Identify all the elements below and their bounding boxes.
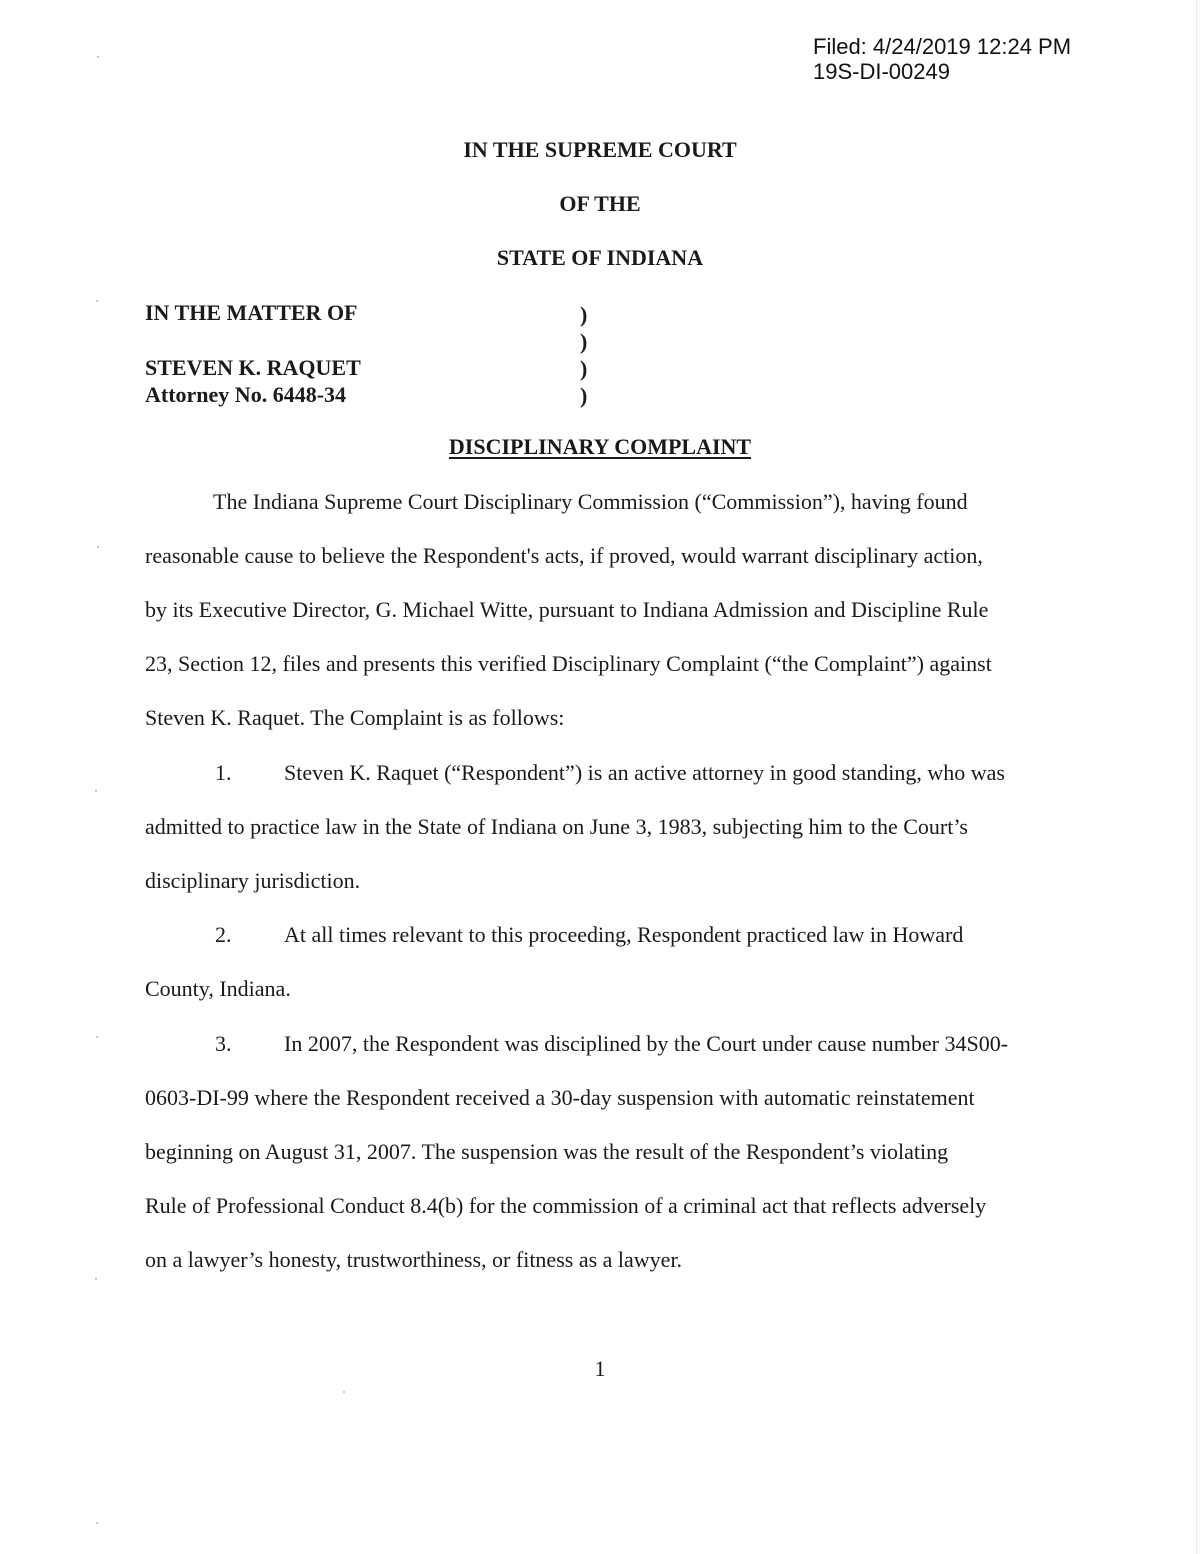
scan-speck bbox=[96, 1036, 98, 1038]
caption-paren: ) bbox=[580, 329, 588, 354]
paragraph-line: beginning on August 31, 2007. The suspension was the result of the Respondent’s violating bbox=[145, 1139, 949, 1164]
page-number: 1 bbox=[594, 1356, 606, 1381]
paragraph-line: At all times relevant to this proceeding, Respondent practiced law in Howard bbox=[284, 922, 964, 947]
case-number: 19S-DI-00249 bbox=[813, 59, 950, 84]
court-heading-line-3: STATE OF INDIANA bbox=[496, 245, 704, 270]
scan-edge-shadow bbox=[1196, 0, 1197, 1554]
caption-paren: ) bbox=[580, 356, 588, 381]
intro-line: Steven K. Raquet. The Complaint is as follows: bbox=[145, 705, 565, 730]
paragraph-line: on a lawyer’s honesty, trustworthiness, or fitness as a lawyer. bbox=[145, 1247, 683, 1272]
scan-speck bbox=[97, 546, 99, 548]
caption-respondent: STEVEN K. RAQUET bbox=[145, 355, 361, 380]
scan-speck bbox=[343, 1391, 345, 1393]
document-title bbox=[0, 434, 1200, 460]
scan-speck bbox=[96, 1522, 98, 1524]
scan-speck bbox=[96, 300, 98, 302]
paragraph-line: Rule of Professional Conduct 8.4(b) for the commission of a criminal act that reflects adversely bbox=[145, 1193, 987, 1218]
scan-speck bbox=[97, 56, 99, 58]
filing-stamp bbox=[813, 34, 1071, 84]
paragraph-line: County, Indiana. bbox=[145, 976, 291, 1001]
intro-line: 23, Section 12, files and presents this verified Disciplinary Complaint (“the Complaint”) against bbox=[145, 651, 992, 676]
scan-speck bbox=[95, 1278, 97, 1280]
paragraph-number: 2. bbox=[215, 922, 232, 947]
paragraph-line: admitted to practice law in the State of Indiana on June 3, 1983, subjecting him to the Court’s bbox=[145, 814, 968, 839]
intro-line: by its Executive Director, G. Michael Witte, pursuant to Indiana Admission and Discipline Rule bbox=[145, 597, 989, 622]
document-title-text: DISCIPLINARY COMPLAINT bbox=[448, 434, 752, 459]
paragraph-line: 0603-DI-99 where the Respondent received a 30-day suspension with automatic reinstatement bbox=[145, 1085, 975, 1110]
paragraph-line: Steven K. Raquet (“Respondent”) is an active attorney in good standing, who was bbox=[284, 760, 1005, 785]
paragraph-line: disciplinary jurisdiction. bbox=[145, 868, 361, 893]
caption-paren: ) bbox=[580, 383, 588, 408]
scan-speck bbox=[95, 790, 97, 792]
paragraph-number: 1. bbox=[215, 760, 232, 785]
caption-attorney-number: Attorney No. 6448-34 bbox=[145, 382, 347, 407]
filed-date: Filed: 4/24/2019 12:24 PM bbox=[813, 34, 1072, 59]
court-heading-line-2: OF THE bbox=[559, 191, 641, 216]
court-heading-line-1: IN THE SUPREME COURT bbox=[463, 137, 737, 162]
caption-paren: ) bbox=[580, 302, 588, 327]
paragraph-line: In 2007, the Respondent was disciplined by the Court under cause number 34S00- bbox=[284, 1031, 1009, 1056]
paragraph-number: 3. bbox=[215, 1031, 232, 1056]
intro-line: The Indiana Supreme Court Disciplinary Commission (“Commission”), having found bbox=[213, 489, 968, 514]
intro-line: reasonable cause to believe the Respondent's acts, if proved, would warrant disciplinary action, bbox=[145, 543, 983, 568]
caption-matter: IN THE MATTER OF bbox=[145, 300, 358, 325]
